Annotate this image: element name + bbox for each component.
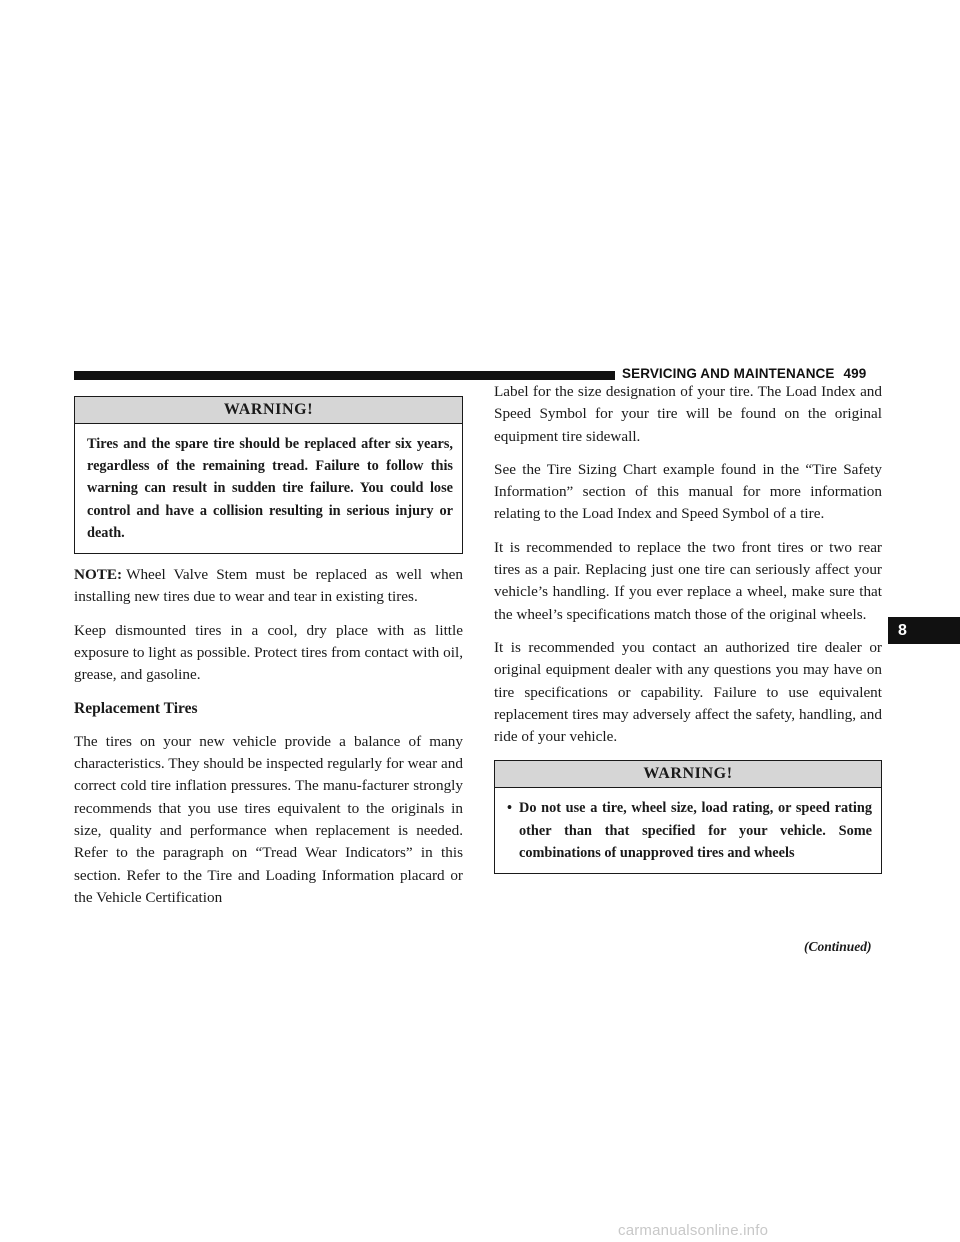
storage-paragraph: Keep dismounted tires in a cool, dry place with as little exposure to light as possible. Protect tires from contact with oil, grease, and gasoline. — [74, 621, 463, 684]
warning-box-2 — [494, 760, 882, 874]
note-paragraph — [74, 564, 463, 609]
dealer-paragraph: It is recommended you contact an authorized tire dealer or original equipment dealer with any questions you may have on tire specifications or capability. Failure to use equivalent replacement tires may adversely affect the safety, handling, and ride of your vehicle. — [494, 638, 882, 746]
warning-body-2 — [495, 788, 881, 873]
warning-box — [74, 396, 463, 554]
warning-title-2: WARNING! — [495, 761, 881, 788]
warning-bullet-item — [507, 797, 872, 864]
chapter-tab: 8 — [888, 617, 960, 644]
note-label: NOTE: — [74, 566, 123, 584]
note-text: Wheel Valve Stem must be replaced as well when installing new tires due to wear and tear in existing tires. — [74, 566, 463, 606]
warning-bullet-text: Do not use a tire, wheel size, load rating, or speed rating other than that specified for your vehicle. Some combinations of unapproved tires and wheels — [519, 800, 872, 861]
sizing-chart-paragraph: See the Tire Sizing Chart example found in the “Tire Safety Information” section of this manual for more information relating to the Load Index and Speed Symbol of a tire. — [494, 460, 882, 523]
continued-paragraph: Label for the size designation of your tire. The Load Index and Speed Symbol for your tire will be found on the original equipment tire sidewall. — [494, 383, 882, 445]
section-heading: Replacement Tires — [74, 699, 198, 717]
running-header — [622, 366, 866, 381]
continued-label: (Continued) — [804, 939, 872, 954]
warning-title: WARNING! — [75, 397, 462, 424]
left-column — [74, 396, 463, 920]
page-number: 499 — [843, 366, 867, 381]
watermark: carmanualsonline.info — [618, 1222, 769, 1239]
right-column — [494, 381, 882, 874]
tire-pairs-paragraph: It is recommended to replace the two front tires or two rear tires as a pair. Replacing just one tire can seriously affect your vehicle’s handling. If you ever replace a wheel, make sure that the wheel’s specifications match those of the original wheels. — [494, 538, 882, 623]
warning-text: Tires and the spare tire should be replaced after six years, regardless of the remaining tread. Failure to follow this warning can result in sudden tire failure. You could lose control and have a collision resulting in serious injury or death. — [87, 436, 453, 541]
header-rule — [74, 371, 615, 380]
section-title: SERVICING AND MAINTENANCE — [622, 366, 835, 381]
bullet-icon: • — [507, 800, 513, 817]
replacement-paragraph: The tires on your new vehicle provide a balance of many characteristics. They should be inspected regularly for wear and correct cold tire inflation pressures. The manu-facturer strongly recommends that you use tires equivalent to the originals in size, quality and performance when replacement is needed. Refer to the paragraph on “Tread Wear Indicators” in this section. Refer to the Tire and Loading Information placard or the Vehicle Certification — [74, 732, 463, 906]
